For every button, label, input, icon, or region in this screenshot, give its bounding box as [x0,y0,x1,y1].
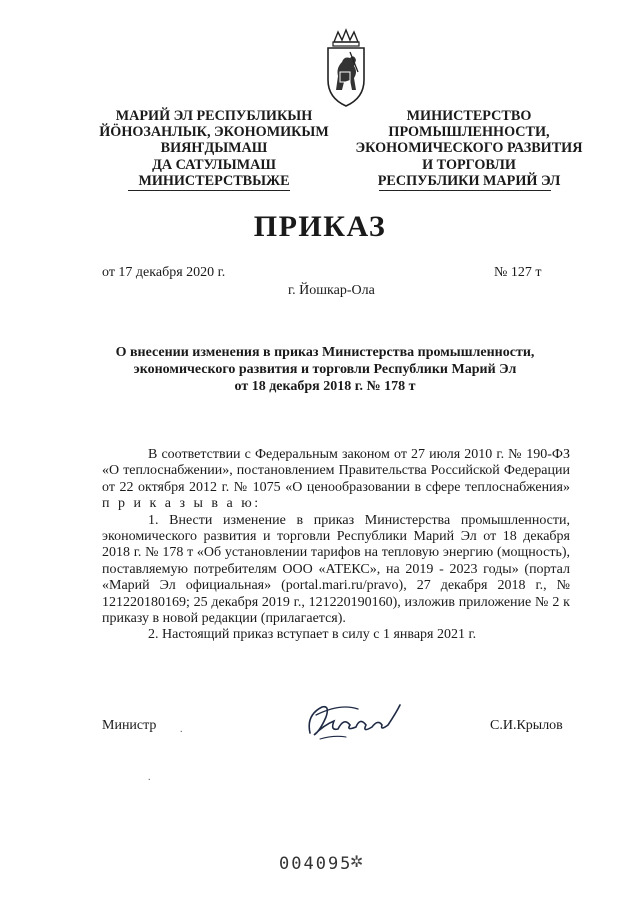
coat-of-arms-emblem [320,28,372,108]
document-date: от 17 декабря 2020 г. [102,265,226,280]
preamble-paragraph [102,447,570,513]
signatory-position: Министр [102,718,157,733]
document-type-title: ПРИКАЗ [253,210,387,243]
serial-mark-icon: ✲ [350,852,364,871]
document-subject-line: экономического развития и торговли Республики Марий Эл [133,362,517,377]
header-rule-right [379,190,551,191]
document-subject-line: от 18 декабря 2018 г. № 178 т [234,379,416,394]
scan-speck: . [180,724,183,735]
header-rule-left [128,190,290,191]
ministry-name-mari-line: МАРИЙ ЭЛ РЕСПУБЛИКЫН [115,108,313,124]
document-body [102,447,570,644]
scan-speck: . [148,772,151,783]
document-subject [80,344,570,395]
document-city: г. Йошкар-Ола [288,283,375,298]
preamble-text: В соответствии с Федеральным законом от 27 июля 2010 г. № 190-ФЗ «О теплоснабжении», постановлением Правительства Российской Федерации от 22 октября 2012 г. № 1075 «О ценообразовании в сфере теплоснабжения» [102,447,570,495]
ministry-name-mari-line: ЙӦНОЗАНЛЫК, ЭКОНОМИКЫМ [99,124,329,141]
ministry-name-russian-line: РЕСПУБЛИКИ МАРИЙ ЭЛ [377,172,561,189]
order-item-2: 2. Настоящий приказ вступает в силу с 1 января 2021 г. [148,627,477,643]
ministry-name-mari-line: ВИЯҤДЫМАШ [160,140,268,157]
handwritten-signature [300,695,410,745]
ministry-name-mari-line: ДА САТУЛЫМАШ [152,156,276,173]
document-number: № 127 т [494,265,542,280]
document-subject-line: О внесении изменения в приказ Министерства промышленности, [115,345,535,360]
order-word: п р и к а з ы в а ю: [102,496,261,512]
ministry-name-russian-line: ПРОМЫШЛЕННОСТИ, [388,124,550,141]
order-item-1: 1. Внести изменение в приказ Министерства промышленности, экономического развития и торговли Республики Марий Эл от 18 декабря 2018 г. № 178 т «Об установлении тарифов на тепловую энергию (мощность), поставляемую потребителям ООО «АТЕКС», на 2019 - 2023 годы» (портал «Марий Эл официальная» (portal.mari.ru/pravo), 27 декабря 2018 г., № 121220180169; 25 декабря 2019 г., 121220190160), изложив приложение № 2 к приказу в новой редакции (прилагается). [102,512,570,627]
form-serial-number: 004095 [279,854,353,874]
ministry-name-mari [99,108,329,189]
ministry-name-russian-line: И ТОРГОВЛИ [422,156,516,173]
ministry-name-mari-line: МИНИСТЕРСТВЫЖЕ [138,172,290,189]
ministry-name-russian [354,108,584,189]
ministry-name-russian-line: ЭКОНОМИЧЕСКОГО РАЗВИТИЯ [355,140,583,157]
ministry-name-russian-line: МИНИСТЕРСТВО [406,108,532,124]
signatory-name: С.И.Крылов [490,718,563,733]
